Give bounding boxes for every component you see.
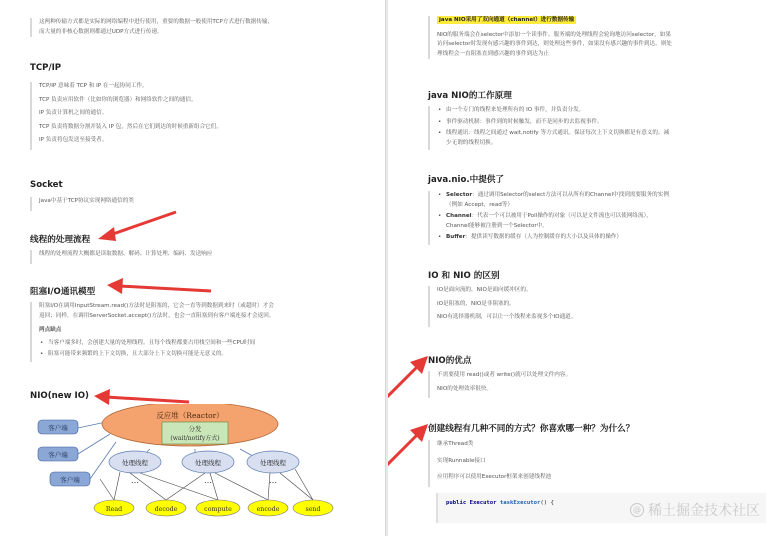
list-item: • Buffer：提供读写数据的缓存（人为控制缓存的大小以及具体的操作） xyxy=(437,233,766,243)
create-thread-heading: 创建线程有几种不同的方式？你喜欢哪一种？为什么？ xyxy=(428,424,635,434)
bio-sub: 两点缺点 xyxy=(39,327,62,333)
svg-text:decode: decode xyxy=(154,506,178,513)
svg-text:send: send xyxy=(305,506,321,513)
list-item: • Selector：通过调用Selector的select方法可以从所有的Channel中找到需要服务的实例 xyxy=(437,191,766,201)
annotation-arrow xyxy=(96,208,178,242)
client-label: 客户端 xyxy=(60,476,80,484)
list-item: • 由一个专门的线程来处理所有的 IO 事件，并负责分发。 xyxy=(437,106,766,116)
bio-heading: 阻塞I/O通讯模型 xyxy=(30,287,96,297)
ellipsis: … xyxy=(269,476,277,485)
principle-heading: java NIO的工作原理 xyxy=(428,91,512,101)
svg-text:encode: encode xyxy=(256,506,280,513)
right-page xyxy=(388,0,772,536)
provides-quote xyxy=(428,191,766,245)
thread-label: 处理线程 xyxy=(195,459,221,467)
diff-heading: IO 和 NIO 的区别 xyxy=(428,271,500,281)
intro-quote: 这两种传输方式都是实际的网络编程中进行使用，重要的数据一般使用TCP方式进行数据传输， 而大量的非核心数据则都通过UDP方式进行传递。 xyxy=(30,18,370,37)
create-thread-quote: 继承Thread类 实现Runnable接口 应用程序可以使用Executor框架来创建线程池 xyxy=(428,440,766,487)
client-label: 客户端 xyxy=(48,424,68,432)
provides-heading: java.nio.中提供了 xyxy=(428,175,505,185)
advantages-quote: 不需要使用 read()或者 write()就可以处理文件内容。 NIO的处理效率很快。 xyxy=(428,371,766,398)
dispatch-method-label: (wait/notify方式) xyxy=(170,435,220,442)
svg-text:Read: Read xyxy=(105,506,123,513)
watermark: @ 稀土掘金技术社区 xyxy=(630,500,760,520)
ellipsis: … xyxy=(131,476,139,485)
annotation-arrow xyxy=(388,356,432,404)
thread-label: 处理线程 xyxy=(260,459,286,467)
nio-intro-quote: java NIO采用了双向通道（channel）进行数据传输 NIO的服务端会在selector中添加一个读事件。服务端的处理线程会轮询地访问selector，如果 访问selector时发现有感兴趣的事件到达，则处理这些事件，如果没有感兴趣的事件到达，则处 理线程会一直阻塞直到感兴趣的事件到达为止 xyxy=(428,16,768,59)
ellipsis: … xyxy=(204,476,212,485)
list-item-continuation: 少无谓的线程切换。 xyxy=(446,139,497,146)
bio-quote: 阻塞I/O在调用InputStream.read()方法时是阻塞的，它会一直等到数据到来时（或超时）才会 返回；同样，在调用ServerSocket.accept()方法时，也会一直阻塞到有客户端连接才会返回。 两点缺点 • 当客户端多时，会创建大量的处理线程。且每个线程都要占用栈空间和一些CPU时间 • 阻塞可能带来频繁的上下文切换，且大部分上下文切换可能是无意义的。 xyxy=(30,302,370,362)
reactor-diagram xyxy=(30,404,345,536)
socket-heading: Socket xyxy=(30,180,63,190)
list-item: • 阻塞可能带来频繁的上下文切换，且大部分上下文切换可能是无意义的。 xyxy=(39,350,370,360)
annotation-arrow xyxy=(105,275,215,297)
dispatch-label: 分发 xyxy=(188,425,202,433)
bio-bullets xyxy=(39,339,370,360)
svg-text:compute: compute xyxy=(204,506,232,513)
tcpip-quote: TCP/IP 意味着 TCP 和 IP 在一起协同工作。 TCP 负责应用软件（比如你的浏览器）和网络软件之间的通信。 IP 负责计算机之间的通信。 TCP 负责将数据分割并装入 IP 包，然后在它们到达的时候重新组合它们。 IP 负责将包发送至接受者。 xyxy=(30,82,370,150)
list-item-continuation: Channel能够被注册到一个Selector中。 xyxy=(446,222,548,229)
thread-process-quote: 线程的处理流程大概都是读取数据、解码、计算处理、编码、发送响应 xyxy=(30,250,370,264)
list-item: • 当客户端多时，会创建大量的处理线程。且每个线程都要占用栈空间和一些CPU时间 xyxy=(39,339,370,349)
tcpip-heading: TCP/IP xyxy=(30,63,62,73)
list-item-continuation: （例如 Accept，read等） xyxy=(446,201,514,208)
socket-quote: Java中基于TCP协议实现网络通信的类 xyxy=(30,197,370,211)
client-label: 客户端 xyxy=(48,451,68,459)
advantages-heading: NIO的优点 xyxy=(428,356,472,366)
at-icon: @ xyxy=(630,503,644,517)
thread-process-heading: 线程的处理流程 xyxy=(30,235,91,245)
thread-label: 处理线程 xyxy=(122,459,148,467)
diff-quote: IO是面向流的，NIO是面向缓冲区的。 IO是阻塞的，NIO是非阻塞的。 NIO有选择器机制，可以让一个线程来监视多个IO通道。 xyxy=(428,286,766,327)
reactor-label: 反应堆（Reactor） xyxy=(156,411,224,420)
code-snippet: public Executor taskExecutor() { xyxy=(436,493,766,523)
highlight-text: java NIO采用了双向通道（channel）进行数据传输 xyxy=(439,17,575,23)
nio-heading: NIO(new IO) xyxy=(30,391,89,401)
client-link xyxy=(78,434,110,454)
list-item: • 线程通讯：线程之间通过 wait,notify 等方式通讯。保证每次上下文切换都是有意义的。减 xyxy=(437,129,766,139)
list-item: • Channel：代表一个可以被用于Poll操作的对象（可以是文件流也可以使网络流）， xyxy=(437,212,766,222)
principle-quote xyxy=(428,106,766,150)
annotation-arrow xyxy=(92,386,192,408)
annotation-arrow xyxy=(388,424,432,472)
list-item: • 事件驱动机制：事件到的时候触发，而不是同步的去监视事件。 xyxy=(437,118,766,128)
